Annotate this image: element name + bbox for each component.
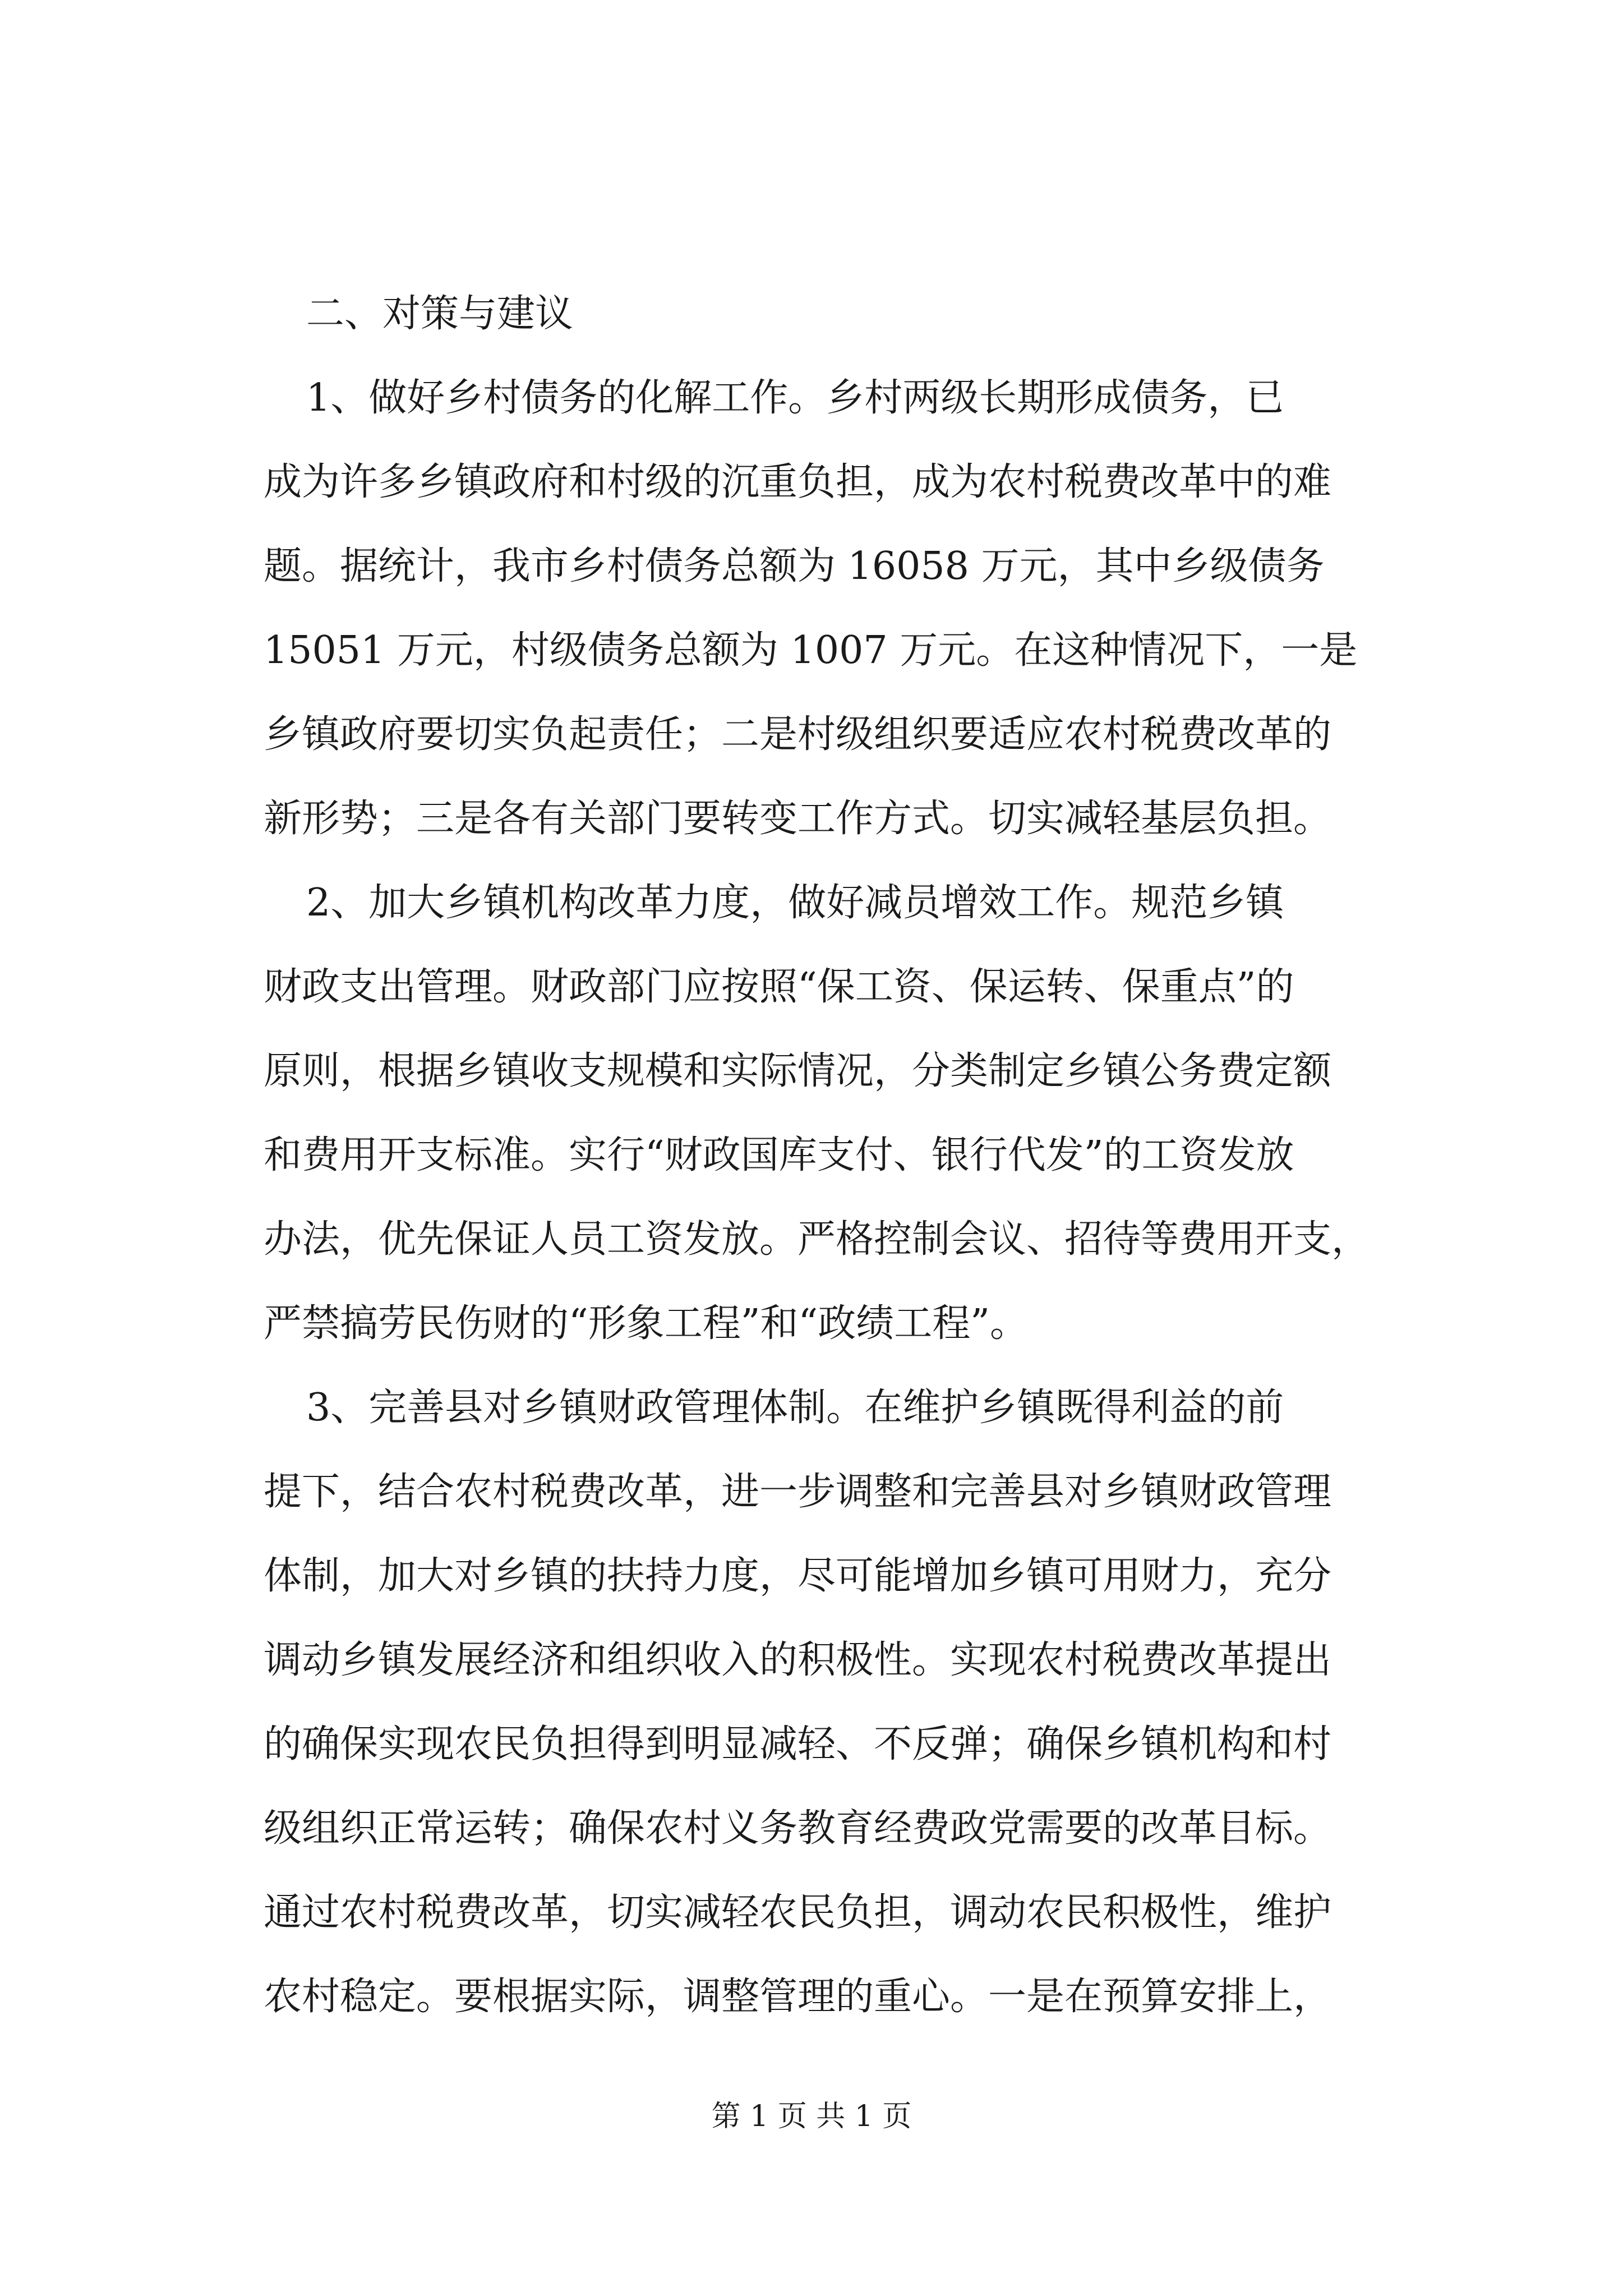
paragraph-line: 1、做好乡村债务的化解工作。乡村两级长期形成债务，已	[306, 376, 1284, 420]
paragraph-line: 15051 万元，村级债务总额为 1007 万元。在这种情况下，一是	[264, 628, 1358, 673]
section-heading: 二、对策与建议	[306, 292, 574, 336]
paragraph-line: 财政支出管理。财政部门应按照“保工资、保运转、保重点”的	[264, 965, 1294, 1009]
paragraph-line: 严禁搞劳民伤财的“形象工程”和“政绩工程”。	[264, 1301, 1029, 1346]
paragraph-line: 办法，优先保证人员工资发放。严格控制会议、招待等费用开支，	[264, 1217, 1370, 1262]
paragraph-line: 3、完善县对乡镇财政管理体制。在维护乡镇既得利益的前	[306, 1386, 1284, 1430]
document-body	[264, 292, 1419, 2059]
paragraph-line: 乡镇政府要切实负起责任；二是村级组织要适应农村税费改革的	[264, 712, 1332, 757]
paragraph-line: 农村稳定。要根据实际，调整管理的重心。一是在预算安排上，	[264, 1975, 1332, 2019]
paragraph-line: 新形势；三是各有关部门要转变工作方式。切实减轻基层负担。	[264, 797, 1332, 841]
paragraph-line: 的确保实现农民负担得到明显减轻、不反弹；确保乡镇机构和村	[264, 1722, 1332, 1766]
paragraph-line: 提下，结合农村税费改革，进一步调整和完善县对乡镇财政管理	[264, 1470, 1332, 1514]
paragraph-line: 和费用开支标准。实行“财政国库支付、银行代发”的工资发放	[264, 1133, 1294, 1177]
paragraph-line: 原则，根据乡镇收支规模和实际情况，分类制定乡镇公务费定额	[264, 1049, 1332, 1093]
paragraph-line: 题。据统计，我市乡村债务总额为 16058 万元，其中乡级债务	[264, 544, 1325, 588]
paragraph-line: 成为许多乡镇政府和村级的沉重负担，成为农村税费改革中的难	[264, 460, 1332, 504]
paragraph-line: 调动乡镇发展经济和组织收入的积极性。实现农村税费改革提出	[264, 1638, 1332, 1682]
page-number-footer: 第 1 页 共 1 页	[711, 2100, 912, 2133]
paragraph-line: 级组织正常运转；确保农村义务教育经费政党需要的改革目标。	[264, 1806, 1332, 1851]
paragraph-line: 2、加大乡镇机构改革力度，做好减员增效工作。规范乡镇	[306, 881, 1284, 925]
paragraph-line: 通过农村税费改革，切实减轻农民负担，调动农民积极性，维护	[264, 1890, 1332, 1935]
paragraph-line: 体制，加大对乡镇的扶持力度，尽可能增加乡镇可用财力，充分	[264, 1554, 1332, 1598]
